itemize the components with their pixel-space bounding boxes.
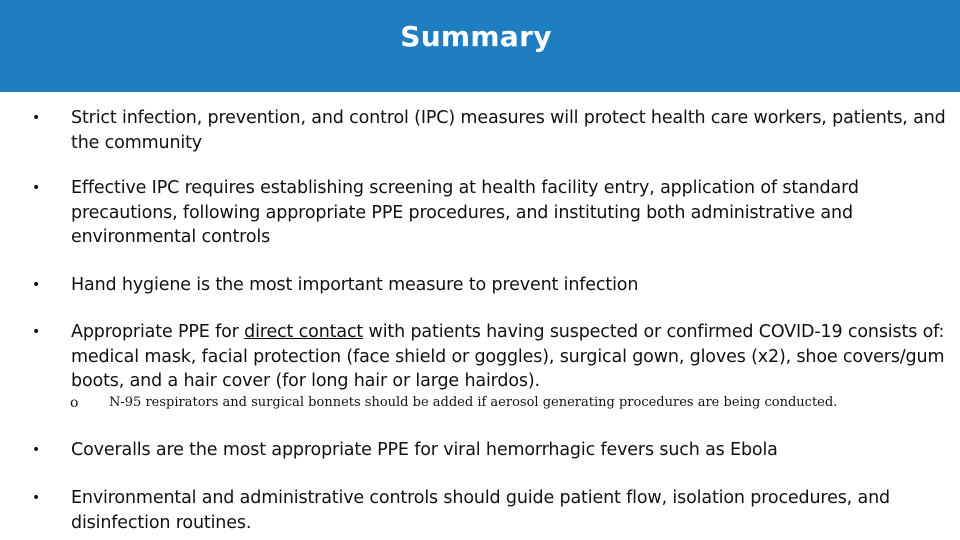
bullet-icon: • [32,180,41,196]
title-bar [0,0,960,92]
bullet-text-part: Appropriate PPE for [71,322,245,342]
bullet-icon: • [32,324,41,340]
bullet-icon: • [32,277,41,293]
bullet-text: Coveralls are the most appropriate PPE for viral hemorrhagic fevers such as Ebola [71,440,778,460]
bullet-text: Effective IPC requires establishing screening at health facility entry, application of standard precautions, following appropriate PPE procedures, and instituting both administrative and environmental controls [71,178,859,247]
bullet-icon: • [32,110,41,126]
sub-bullet-text: N-95 respirators and surgical bonnets should be added if aerosol generating procedures are being conducted. [109,395,838,410]
bullet-icon: • [32,490,41,506]
sub-bullet-icon: o [70,395,79,411]
slide-title: Summary [400,20,552,53]
bullet-text: Environmental and administrative controls should guide patient flow, isolation procedures, and disinfection routines. [71,488,890,533]
bullet-text-part: with patients having suspected or confirmed COVID-19 consists of: medical mask, facial protection (face shield or goggles), surgical gown, gloves (x2), shoe covers/gum boots, and a hair cover (for long hair or large hairdos). [71,322,945,391]
bullet-text [71,320,951,394]
underlined-phrase: direct contact [244,322,364,342]
bullet-text: Hand hygiene is the most important measure to prevent infection [71,275,639,295]
bullet-icon: • [32,442,41,458]
bullet-text: Strict infection, prevention, and control (IPC) measures will protect health care workers, patients, and the community [71,108,946,153]
